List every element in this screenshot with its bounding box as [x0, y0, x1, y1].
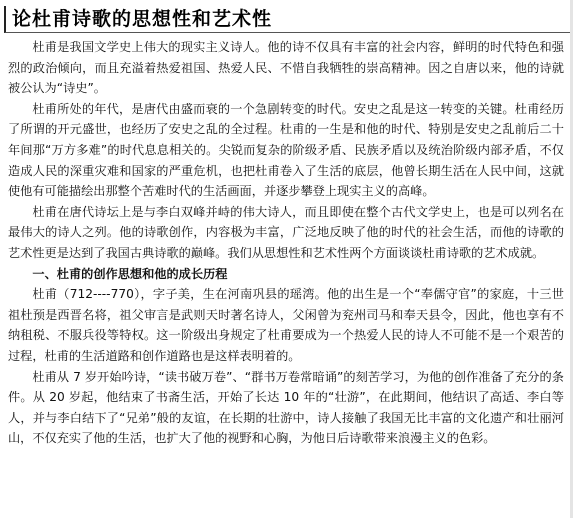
title-bar: [4, 6, 571, 33]
paragraph-era: 杜甫所处的年代，是唐代由盛而衰的一个急剧转变的时代。安史之乱是这一转变的关键。杜甫经历了所谓的开元盛世，也经历了安史之乱的全过程。杜甫的一生是和他的时代、特别是安史之乱前后二十年间那“万方多难”的时代息息相关的。尖锐而复杂的阶级矛盾、民族矛盾以及统治阶级内部矛盾，不仅造成人民的深重灾难和国家的严重危机，也把杜甫卷入了生活的底层，他曾长期生活在人民中间，这就使他有可能描绘出那整个苦难时代的生活画面，并逐步攀登上现实主义的高峰。: [8, 101, 564, 199]
paragraph-intro: 杜甫是我国文学史上伟大的现实主义诗人。他的诗不仅具有丰富的社会内容，鲜明的时代特色和强烈的政治倾向，而且充溢着热爱祖国、热爱人民、不惜自我牺牲的崇高精神。因之自唐以来，他的诗就被公认为“诗史”。: [8, 40, 564, 96]
paragraph-status: 杜甫在唐代诗坛上是与李白双峰并峙的伟大诗人，而且即使在整个古代文学史上，也是可以列名在最伟大的诗人之列。他的诗歌创作，内容极为丰富，广泛地反映了他的时代的社会生活，而他的诗歌的艺术性更是达到了我国古典诗歌的巅峰。我们从思想性和艺术性两个方面谈谈杜甫诗歌的艺术成就。: [8, 204, 564, 260]
paragraph-youth: 杜甫从 7 岁开始吟诗，“读书破万卷”、“群书万卷常暗诵”的刻苦学习，为他的创作准备了充分的条件。从 20 岁起，他结束了书斋生活，开始了长达 10 年的“壮游”，在此期间，他结识了高适、李白等人，并与李白结下了“兄弟”般的友谊，在长期的壮游中，诗人接触了我国无比丰富的文化遗产和壮丽河山，不仅充实了他的生活，也扩大了他的视野和心胸，为他日后诗歌带来浪漫主义的色彩。: [8, 369, 564, 446]
section-heading: 一、杜甫的创作思想和他的成长历程: [32, 266, 228, 281]
paragraph-biography: 杜甫（712----770），字子美，生在河南巩县的瑶湾。他的出生是一个“奉儒守官”的家庭，十三世祖杜预是西晋名将，祖父审言是武则天时著名诗人，父闲曾为兖州司马和奉天县令，因此，他也享有不纳租税、不服兵役等特权。这一阶级出身规定了杜甫要成为一个热爱人民的诗人不可能不是一个艰苦的过程，杜甫的生活道路和创作道路也是这样表明着的。: [8, 287, 564, 363]
document-body: [8, 37, 564, 449]
page-title: 论杜甫诗歌的思想性和艺术性: [12, 8, 273, 30]
